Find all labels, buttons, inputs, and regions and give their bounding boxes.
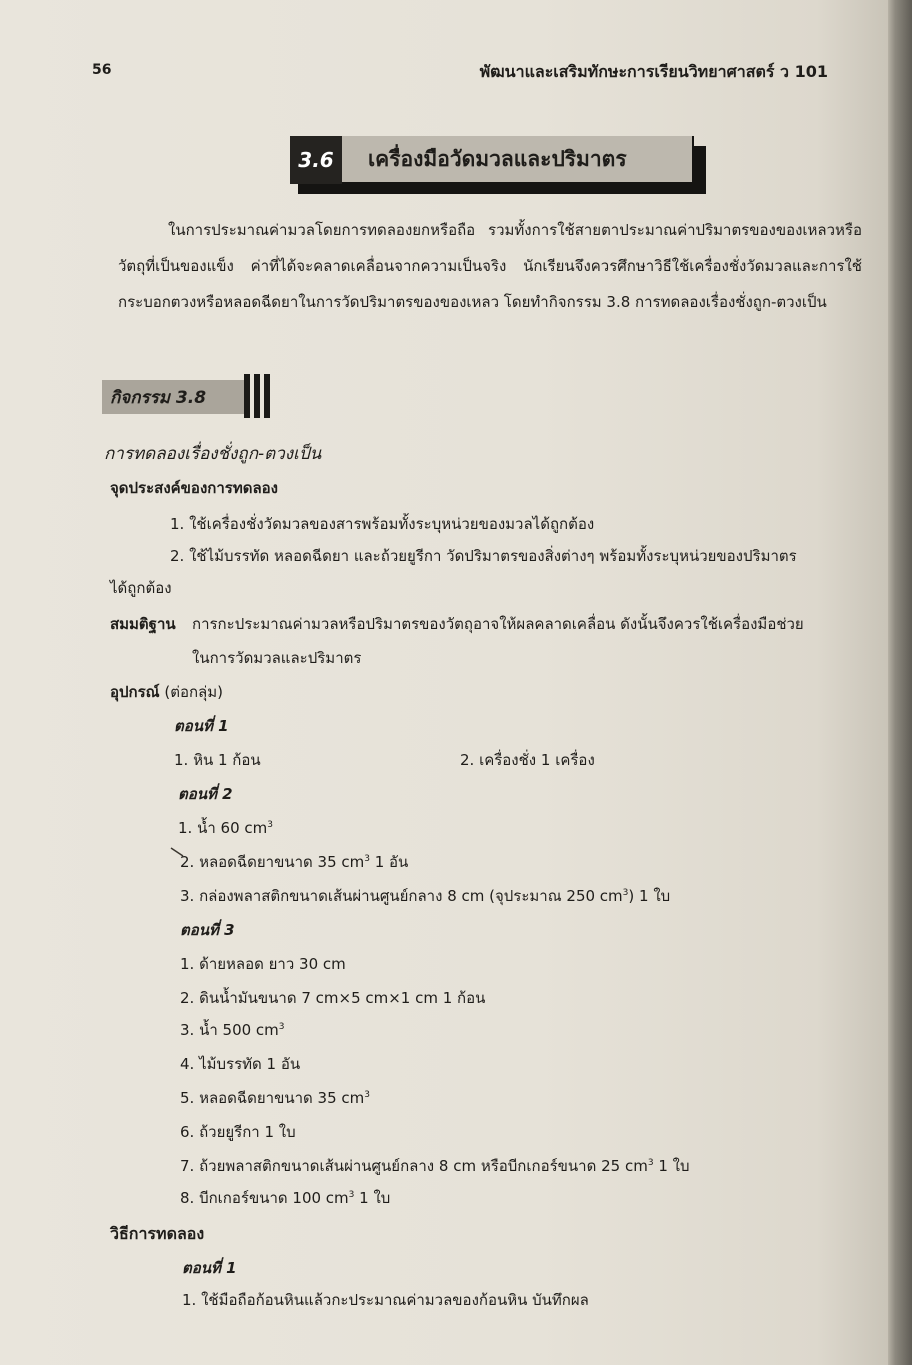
equipment-part-1-item: 2. เครื่องชั่ง 1 เครื่อง bbox=[460, 751, 595, 769]
activity-label: กิจกรรม 3.8 bbox=[102, 380, 244, 414]
equipment-part-2-item: 3. กล่องพลาสติกขนาดเส้นผ่านศูนย์กลาง 8 cm (จุประมาณ 250 $cm^3$) 1 ใบ bbox=[180, 887, 671, 905]
equipment-part-2-item: 2. หลอดฉีดยาขนาด 35 $cm^3$ 1 อัน bbox=[180, 853, 409, 871]
equipment-part-3-item: 2. ดินน้ำมันขนาด 7 cm×5 cm×1 cm 1 ก้อน bbox=[180, 989, 486, 1007]
equipment-part-3-item: 7. ถ้วยพลาสติกขนาดเส้นผ่านศูนย์กลาง 8 cm หรือบีกเกอร์ขนาด 25 $cm^3$ 1 ใบ bbox=[180, 1157, 690, 1175]
method-heading: วิธีการทดลอง bbox=[110, 1224, 205, 1243]
hypothesis-text-cont: ในการวัดมวลและปริมาตร bbox=[192, 649, 362, 667]
method-step: 1. ใช้มือถือก้อนหินแล้วกะประมาณค่ามวลของก้อนหิน บันทึกผล bbox=[182, 1291, 589, 1309]
objectives-heading: จุดประสงค์ของการทดลอง bbox=[110, 479, 278, 497]
method-part-1-label: ตอนที่ 1 bbox=[182, 1259, 237, 1277]
page-edge-shadow bbox=[888, 0, 912, 1365]
objective-2-cont: ได้ถูกต้อง bbox=[110, 579, 172, 597]
section-heading bbox=[290, 136, 694, 184]
equipment-part-2-label: ตอนที่ 2 bbox=[178, 785, 233, 803]
objective-2: 2. ใช้ไม้บรรทัด หลอดฉีดยา และถ้วยยูรีกา วัดปริมาตรของสิ่งต่างๆ พร้อมทั้งระบุหน่วยของปริมาตร bbox=[170, 547, 797, 565]
equipment-part-3-item: 6. ถ้วยยูรีกา 1 ใบ bbox=[180, 1123, 296, 1141]
activity-title: การทดลองเรื่องชั่งถูก-ตวงเป็น bbox=[104, 444, 322, 464]
hypothesis-text: การกะประมาณค่ามวลหรือปริมาตรของวัตถุอาจให้ผลคลาดเคลื่อน ดังนั้นจึงควรใช้เครื่องมือช่วย bbox=[192, 615, 804, 633]
intro-text: ในการประมาณค่ามวลโดยการทดลองยกหรือถือ รวมทั้งการใช้สายตาประมาณค่าปริมาตรของของเหลวหรือวัตถุที่เป็นของแข็ง ค่าที่ได้จะคลาดเคลื่อนจากความเป็นจริง นักเรียนจึงควรศึกษาวิธีใช้เครื่องชั่งวัดมวลและการใช้กระบอกตวงหรือหลอดฉีดยาในการวัดปริมาตรของของเหลว โดยทำกิจกรรม 3.8 การทดลองเรื่องชั่งถูก-ตวงเป็น bbox=[118, 221, 862, 311]
equipment-part-3-item: 1. ด้ายหลอด ยาว 30 cm bbox=[180, 955, 346, 973]
running-header: พัฒนาและเสริมทักษะการเรียนวิทยาศาสตร์ ว 101 bbox=[479, 62, 828, 81]
equipment-part-3-item: 8. บีกเกอร์ขนาด 100 $cm^3$ 1 ใบ bbox=[180, 1189, 391, 1207]
equipment-part-1-label: ตอนที่ 1 bbox=[174, 717, 229, 735]
page-number: 56 bbox=[92, 62, 112, 78]
section-title: เครื่องมือวัดมวลและปริมาตร bbox=[342, 136, 694, 184]
activity-bars-decoration bbox=[244, 374, 272, 418]
equipment-part-3-label: ตอนที่ 3 bbox=[180, 921, 235, 939]
objective-1: 1. ใช้เครื่องชั่งวัดมวลของสารพร้อมทั้งระบุหน่วยของมวลได้ถูกต้อง bbox=[170, 515, 595, 533]
equipment-part-3-item: 4. ไม้บรรทัด 1 อัน bbox=[180, 1055, 301, 1073]
intro-paragraph bbox=[118, 212, 862, 320]
equipment-label: อุปกรณ์ bbox=[110, 683, 160, 701]
section-number: 3.6 bbox=[290, 136, 342, 184]
hypothesis-label: สมมติฐาน bbox=[110, 615, 176, 633]
equipment-part-2-item: 1. น้ำ 60 $cm^3$ bbox=[178, 819, 273, 837]
equipment-part-1-item: 1. หิน 1 ก้อน bbox=[174, 751, 261, 769]
equipment-part-3-item: 3. น้ำ 500 $cm^3$ bbox=[180, 1021, 285, 1039]
equipment-heading bbox=[110, 680, 223, 704]
equipment-part-3-item: 5. หลอดฉีดยาขนาด 35 $cm^3$ bbox=[180, 1089, 370, 1107]
equipment-note: (ต่อกลุ่ม) bbox=[164, 683, 223, 701]
